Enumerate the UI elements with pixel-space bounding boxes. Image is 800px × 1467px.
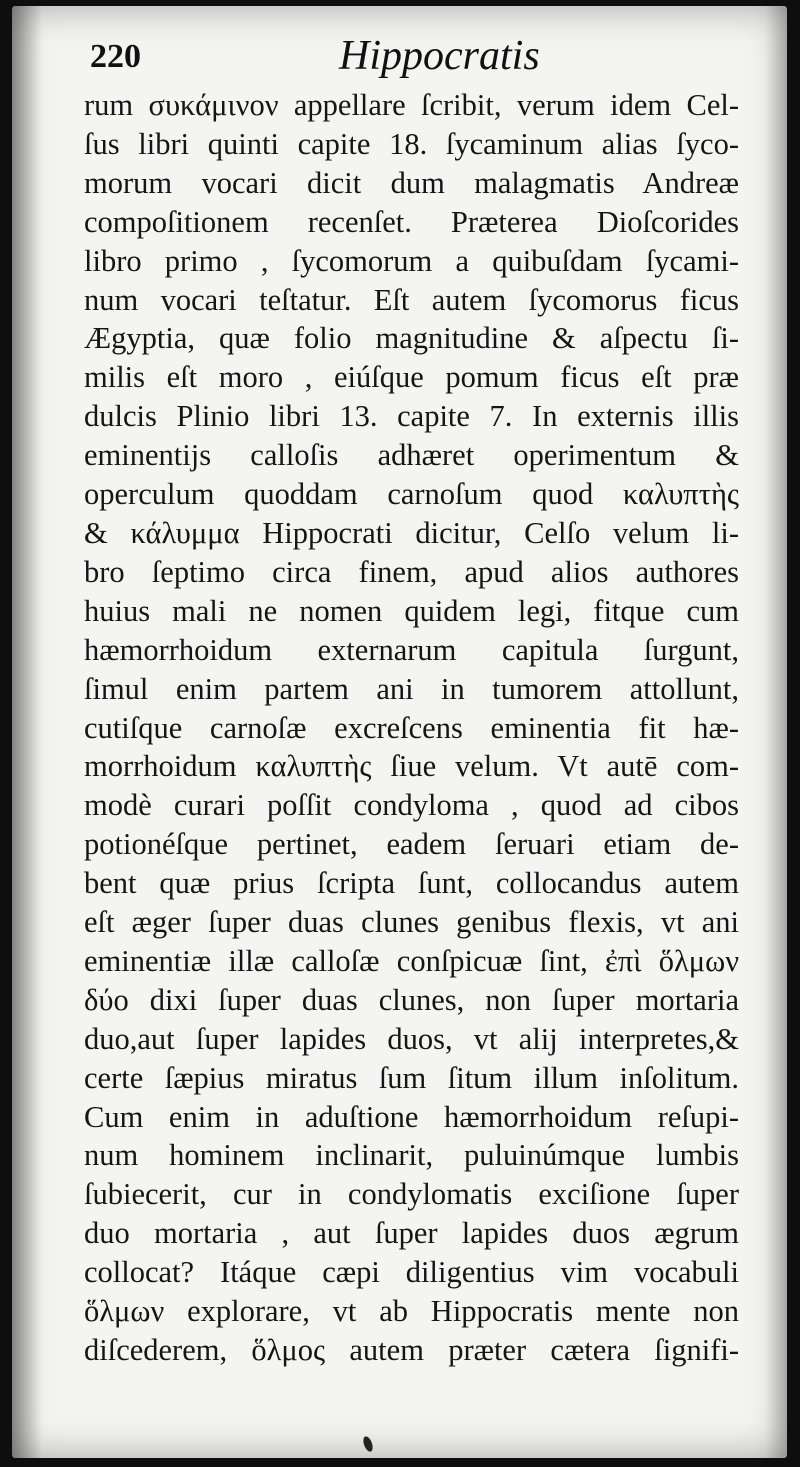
text-line: hæmorrhoidum externarum capitula ſurgunt, [84,632,739,667]
text-line: cutiſque carnoſæ excreſcens eminentia fit hæ- [84,710,739,745]
text-line: operculum quoddam carnoſum quod καλυπτὴς [84,477,739,512]
text-line: ſus libri quinti capite 18. ſycaminum alias ſyco- [84,126,739,161]
page-number: 220 [90,38,141,75]
text-line: compoſitionem recenſet. Præterea Dioſcorides [84,204,739,239]
text-line: & κάλυμμα Hippocrati dicitur, Celſo velum li- [84,515,739,550]
text-line: certe ſæpius miratus ſum ſitum illum inſolitum. [84,1060,739,1095]
text-line: dulcis Plinio libri 13. capite 7. In externis illis [84,399,739,434]
text-line: duo,aut ſuper lapides duos, vt alij interpretes,& [84,1021,739,1056]
text-line: potionéſque pertinet, eadem ſeruari etiam de- [84,827,739,862]
text-line: Ægyptia, quæ folio magnitudine & aſpectu ſi- [84,321,739,356]
text-line: collocat? Itáque cæpi diligentius vim vocabuli [84,1255,739,1290]
text-line: diſcederem, ὅλμος autem præter cætera ſignifi- [84,1333,739,1367]
text-line: bro ſeptimo circa finem, apud alios authores [84,554,739,589]
edge-shadow [765,6,787,1458]
binding-shadow [12,6,42,1458]
text-line: libro primo , ſycomorum a quibuſdam ſycami- [84,243,739,278]
ink-speck [362,1435,375,1453]
text-line: num hominem inclinarit, puluinúmque lumbis [84,1138,739,1173]
text-line: ſubiecerit, cur in condylomatis exciſione ſuper [84,1177,739,1212]
text-line: num vocari teſtatur. Eſt autem ſycomorus ficus [84,282,739,317]
text-line: morum vocari dicit dum malagmatis Andreæ [84,165,739,200]
text-line: δύο dixi ſuper duas clunes, non ſuper mortaria [84,982,739,1017]
text-line: bent quæ prius ſcripta ſunt, collocandus autem [84,866,739,901]
text-line: ὅλμων explorare, vt ab Hippocratis mente non [84,1294,739,1329]
text-line: eſt æger ſuper duas clunes genibus flexis, vt ani [84,905,739,940]
running-title: Hippocratis [339,33,540,79]
text-line: Cum enim in aduſtione hæmorrhoidum reſupi- [84,1099,739,1134]
text-line: huius mali ne nomen quidem legi, fitque cum [84,593,739,628]
text-line: eminentiæ illæ calloſæ conſpicuæ ſint, ἐπὶ ὅλμων [84,943,739,978]
text-line: eminentijs calloſis adhæret operimentum & [84,438,739,473]
text-line: rum συκάμινον appellare ſcribit, verum idem Cel- [84,88,739,122]
text-line: milis eſt moro , eiúſque pomum ficus eſt præ [84,360,739,395]
text-line: duo mortaria , aut ſuper lapides duos ægrum [84,1216,739,1251]
page-header [84,32,747,82]
text-line: modè curari poſſit condyloma , quod ad cibos [84,788,739,823]
body-text [84,86,739,1370]
book-page [12,6,787,1458]
text-line: ſimul enim partem ani in tumorem attollunt, [84,671,739,706]
text-line: morrhoidum καλυπτὴς ſiue velum. Vt autē com- [84,749,739,784]
